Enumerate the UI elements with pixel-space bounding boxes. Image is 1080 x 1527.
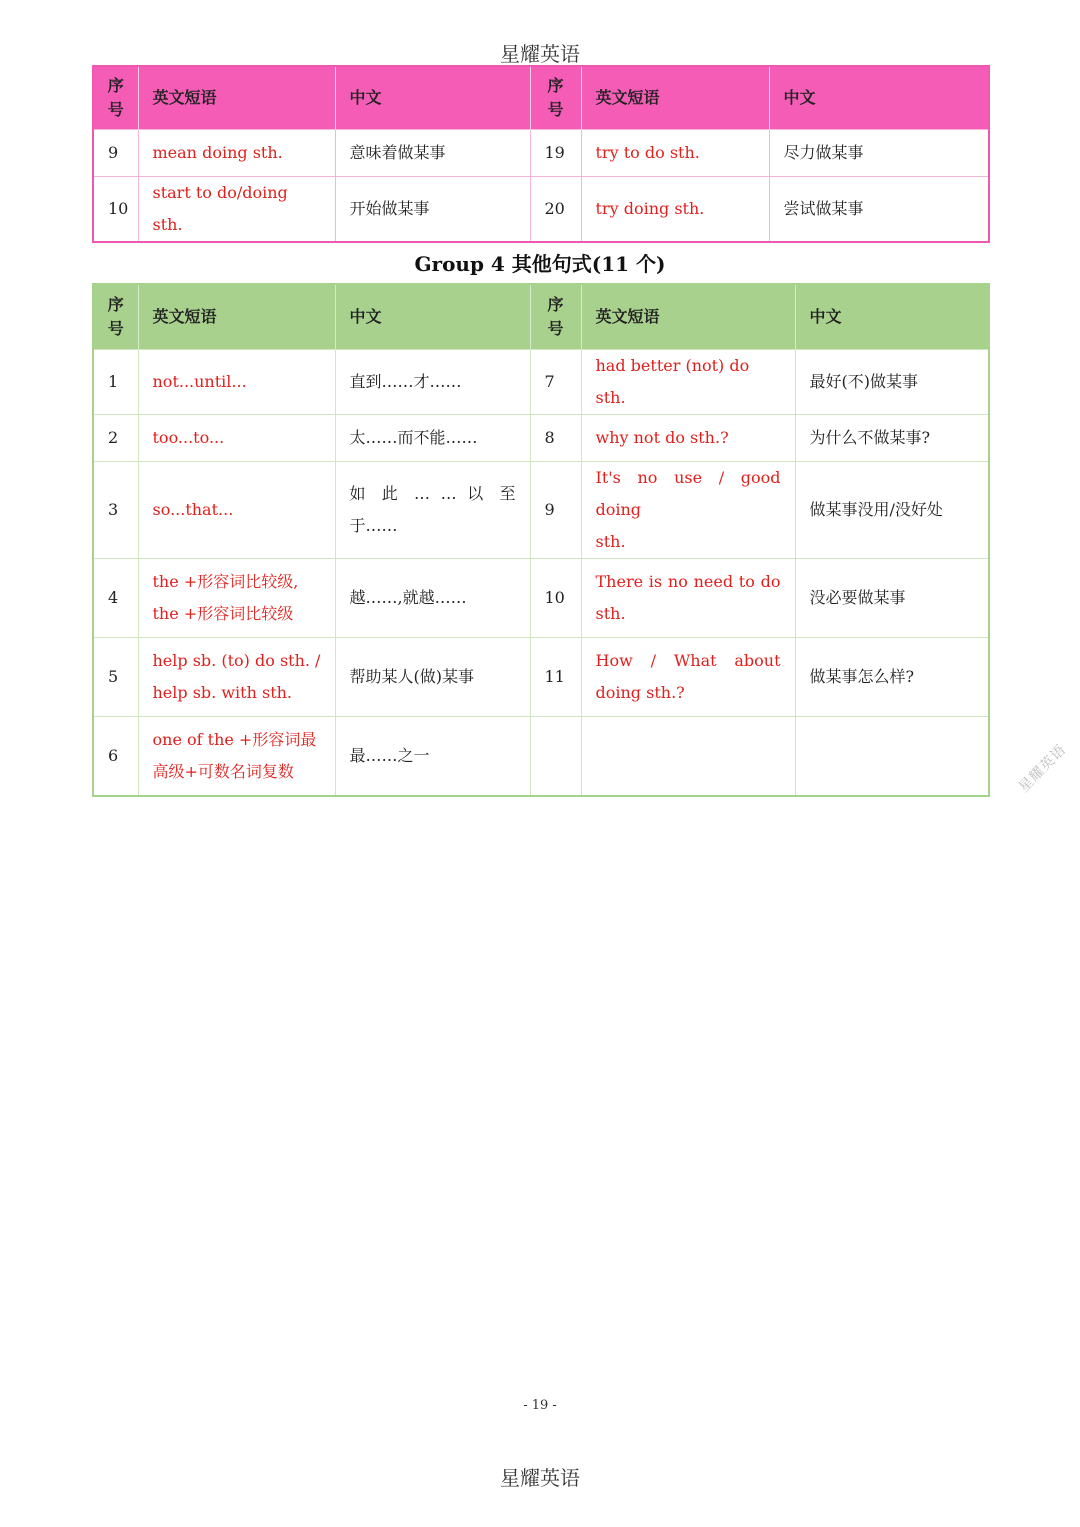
row-number: 19 [530, 130, 581, 177]
table-row [93, 415, 989, 462]
chinese-meaning: 最好(不)做某事 [795, 350, 989, 415]
table-row [93, 559, 989, 638]
row-number: 5 [93, 638, 138, 717]
chinese-meaning [795, 717, 989, 797]
row-number: 20 [530, 177, 581, 243]
chinese-meaning: 做某事怎么样? [795, 638, 989, 717]
table-header-row [93, 284, 989, 350]
col-chinese-header: 中文 [335, 66, 530, 130]
chinese-meaning: 做某事没用/没好处 [795, 462, 989, 559]
table-row [93, 130, 989, 177]
col-english-header: 英文短语 [581, 66, 769, 130]
chinese-meaning: 越……,就越…… [335, 559, 530, 638]
english-phrase: try to do sth. [581, 130, 769, 177]
table-row [93, 177, 989, 243]
row-number: 4 [93, 559, 138, 638]
col-index-header: 序 号 [93, 284, 138, 350]
row-number: 9 [93, 130, 138, 177]
page-number: - 19 - [523, 1398, 557, 1413]
english-phrase: too...to... [138, 415, 335, 462]
english-phrase: so...that... [138, 462, 335, 559]
english-phrase-line: help sb. with sth. [152, 683, 293, 702]
group-title: Group 4 其他句式(11 个) [414, 252, 666, 276]
chinese-meaning: 意味着做某事 [335, 130, 530, 177]
english-phrase-line: It's no use / good doing [595, 468, 781, 519]
english-phrase-line: doing sth.? [595, 683, 685, 702]
row-number: 7 [530, 350, 581, 415]
english-phrase: had better (not) do sth. [581, 350, 795, 415]
row-number: 10 [530, 559, 581, 638]
chinese-meaning: 没必要做某事 [795, 559, 989, 638]
english-phrase: start to do/doing sth. [138, 177, 335, 243]
chinese-meaning: 尝试做某事 [769, 177, 989, 243]
watermark: 星耀英语 [1015, 741, 1070, 796]
table-row [93, 462, 989, 559]
english-phrase-line: There is no need to do [595, 572, 781, 591]
english-phrase [138, 638, 335, 717]
row-number: 3 [93, 462, 138, 559]
row-number: 11 [530, 638, 581, 717]
english-phrase-line: the +形容词比较级, [152, 572, 299, 591]
table-row [93, 638, 989, 717]
row-number: 1 [93, 350, 138, 415]
col-chinese-header: 中文 [335, 284, 530, 350]
english-phrase [581, 717, 795, 797]
english-phrase [581, 638, 795, 717]
english-phrase-line: How / What about [595, 651, 781, 670]
chinese-meaning-line: 如 此 … … 以 至 [349, 484, 516, 503]
row-number: 9 [530, 462, 581, 559]
english-phrase [138, 717, 335, 797]
row-number [530, 717, 581, 797]
col-index-header: 序 号 [530, 284, 581, 350]
chinese-meaning: 直到……才…… [335, 350, 530, 415]
phrase-table-continued [92, 65, 990, 243]
english-phrase-line: 高级+可数名词复数 [152, 762, 294, 781]
english-phrase: mean doing sth. [138, 130, 335, 177]
footer-brand: 星耀英语 [500, 1466, 580, 1490]
header-brand: 星耀英语 [500, 42, 580, 66]
chinese-meaning: 太……而不能…… [335, 415, 530, 462]
english-phrase: why not do sth.? [581, 415, 795, 462]
english-phrase: not...until... [138, 350, 335, 415]
col-index-header: 序 号 [530, 66, 581, 130]
chinese-meaning: 尽力做某事 [769, 130, 989, 177]
english-phrase [581, 462, 795, 559]
col-english-header: 英文短语 [581, 284, 795, 350]
english-phrase-line: sth. [595, 604, 626, 623]
row-number: 10 [93, 177, 138, 243]
col-chinese-header: 中文 [769, 66, 989, 130]
table-header-row [93, 66, 989, 130]
phrase-table-group4 [92, 283, 990, 797]
english-phrase [581, 559, 795, 638]
col-english-header: 英文短语 [138, 284, 335, 350]
row-number: 8 [530, 415, 581, 462]
col-index-header: 序 号 [93, 66, 138, 130]
english-phrase-line: one of the +形容词最 [152, 730, 317, 749]
chinese-meaning: 最……之一 [335, 717, 530, 797]
col-english-header: 英文短语 [138, 66, 335, 130]
english-phrase-line: sth. [595, 532, 626, 551]
col-chinese-header: 中文 [795, 284, 989, 350]
table-row [93, 717, 989, 797]
chinese-meaning: 开始做某事 [335, 177, 530, 243]
english-phrase [138, 559, 335, 638]
table-row [93, 350, 989, 415]
chinese-meaning [335, 462, 530, 559]
chinese-meaning: 为什么不做某事? [795, 415, 989, 462]
english-phrase-line: help sb. (to) do sth. / [152, 651, 321, 670]
row-number: 2 [93, 415, 138, 462]
chinese-meaning-line: 于…… [349, 516, 398, 535]
english-phrase: try doing sth. [581, 177, 769, 243]
chinese-meaning: 帮助某人(做)某事 [335, 638, 530, 717]
row-number: 6 [93, 717, 138, 797]
english-phrase-line: the +形容词比较级 [152, 604, 294, 623]
